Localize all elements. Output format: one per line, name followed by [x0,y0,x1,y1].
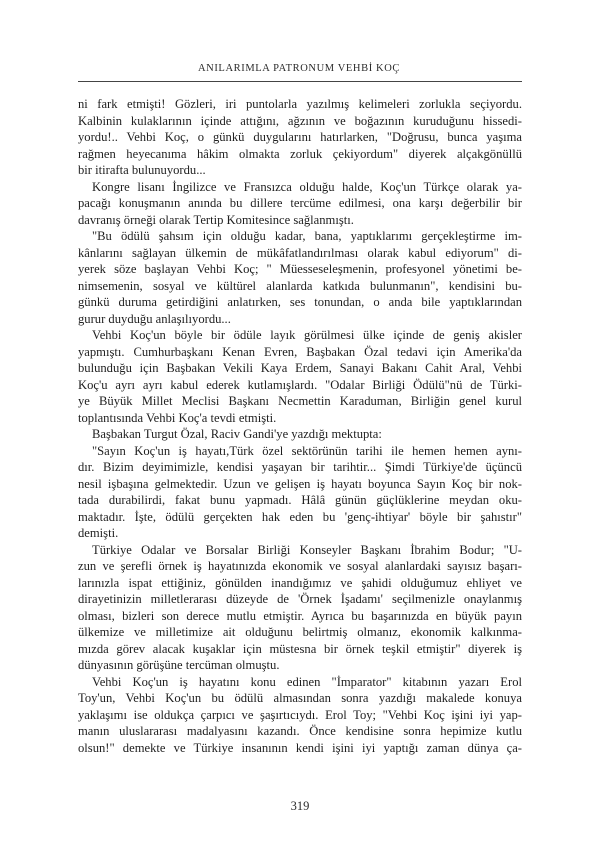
text-line: "Bu ödülü şahsım için olduğu kadar, bana, yaptıklarımı gerçekleştirme im- [92,229,522,243]
text-line: bulunduğu için Başbakan Vekili Kaya Erdem, Sanayi Bakanı Cahit Aral, Vehbi [78,361,522,375]
text-line: Vehbi Koç'un böyle bir ödüle layık görülmesi ülke içinde de geniş akisler [92,328,522,342]
header-rule [78,81,522,82]
body-text [78,96,522,756]
text-line: toplantısında Vehbi Koç'a tevdi etmişti. [78,410,277,425]
text-line: zun ve şerefli örnek iş hayatınızda ekonomik ve sosyal alanlardaki sayısız başarı- [78,559,522,573]
text-line: manın uluslararası madalyasını kazandı. Önce kendisine sonra hepimize kutlu [78,724,522,738]
running-header: ANILARIMLA PATRONUM VEHBİ KOÇ [197,63,401,74]
text-line: ni fark etmişti! Gözleri, iri puntolarla yazılmış kelimeleri zorlukla seçiyordu. [78,97,522,111]
text-line: Kalbinin kulaklarının içinde attığını, ağzının ve boğazının kuruduğunu hissedi- [78,113,522,128]
text-line: nesil işbaşına gelmektedir. Uzun ve gelişen iş hayatı boyunca Sayın Koç bir nok- [78,476,522,491]
text-line: yapmıştı. Cumhurbaşkanı Kenan Evren, Başbakan Özal tedavi için Amerika'da [78,344,522,359]
text-line: Türkiye Odalar ve Borsalar Birliği Konseyler Başkanı İbrahim Bodur; "U- [92,542,522,557]
text-line: kânlarını sağlayan ülkemin de mükâfatlandırılması olarak kabul ediyorum" di- [78,245,522,260]
text-line: rağmen heyecanıma hâkim olmakta zorluk çekiyordum" diyerek alçakgönüllü [78,146,522,161]
text-line: Kongre lisanı İngilizce ve Fransızca olduğu halde, Koç'un Türkçe olarak ya- [92,179,522,194]
text-line: mızda görev alacak kuşaklar için müstesna bir örnek teşkil etmiştir" diyerek iş [78,641,522,656]
text-line: olması, bizleri son derece mutlu etmiştir. Ayrıca bu başarınızda en büyük payın [78,608,522,623]
page-number: 319 [290,799,310,813]
text-line: gurur duyduğu anlaşılıyordu... [78,311,231,326]
text-line: bir itirafta bulunuyordu... [78,163,206,177]
text-line: pacağı konuşmanın anında bu dillere tercüme edilmesi, ona karşı değerbilir bir [78,196,522,210]
text-line: demişti. [78,526,119,540]
text-line: olsun!" demekte ve Türkiye insanının kendi işini iyi yaptığı zaman dünya ça- [78,740,522,755]
text-line: dirayetinizin milletlerarası düzeyde de 'Örnek İşadamı' seçilmenizle onaylanmış [78,592,522,606]
text-line: yaklaşımı ise oldukça çarpıcı ve şaşırtıcıydı. Erol Toy; "Vehbi Koç işini iyi yap- [78,707,522,722]
text-line: Vehbi Koç'un iş hayatını konu edinen "İmparator" kitabının yazarı Erol [92,674,522,689]
text-line: dır. Bizim deyimimizle, kendisi yaşayan bir tarihtir... Şimdi Türkiye'de üçüncü [78,460,522,474]
text-line: tada durabilirdi, fakat bunu yapmadı. Hâlâ günün güçlüklerine meydan oku- [78,493,522,507]
text-line: nimsemenin, sosyal ve kültürel alanlarda katkıda bulunmanın", kendisini bu- [78,278,522,293]
text-line: davranış örneği olarak Tertip Komitesince sağlanmıştı. [78,212,354,227]
text-line: ülkemize ve milletimize ait olduğunu belirtmiş olmanız, ekonomik kalkınma- [78,625,522,639]
text-line: Koç'u ayrı ayrı kabul ederek kutlamışlardı. "Odalar Birliği Ödülü"nü de Türki- [78,377,522,392]
text-line: "Sayın Koç'un iş hayatı,Türk özel sektörünün tarihi ile hemen hemen aynı- [92,443,522,458]
text-line: ye Büyük Millet Meclisi Başkanı Necmettin Karaduman, Birliğin genel kurul [78,394,522,408]
text-line: yordu!.. Vehbi Koç, o günkü duygularını hatırlarken, "Doğrusu, bunca yaşıma [78,130,522,144]
text-line: maktadır. İşte, ödülü gerçekten hak eden bu 'genç-ihtiyar' böyle bir şahıstır" [78,509,522,524]
text-line: larınızla ispat ettiğiniz, gönülden inandığımız ve şahidi olduğumuz ehliyet ve [78,575,522,590]
text-line: Başbakan Turgut Özal, Raciv Gandi'ye yazdığı mektupta: [92,427,382,441]
text-line: Toy'un, Vehbi Koç'un bu ödülü almasından sonra yazdığı makalede konuya [78,691,522,705]
text-line: yerek söze başlayan Vehbi Koç; " Müesseseleşmenin, profesyonel yönetimi be- [78,262,522,276]
text-line: dünyasının görüşüne tercüman olmuştu. [78,658,280,672]
text-line: günkü duruma getirdiğini anlatırken, ses tonundan, o anda bile yaptıklarından [78,295,522,309]
